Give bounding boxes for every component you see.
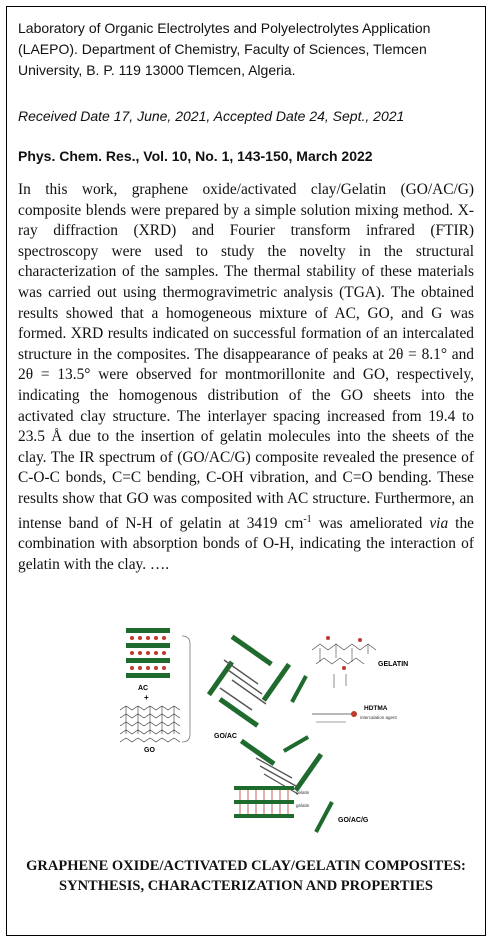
go-ac-structure [207, 635, 291, 728]
label-go: GO [144, 747, 155, 754]
abstract-part-3: the combination with absorption bonds of O-H, indicating the interaction of gelatin with the clay. …. [18, 514, 474, 573]
abstract-via: via [429, 514, 449, 532]
label-gelatin-small-2: gelatin [296, 803, 310, 808]
label-hdtma: HDTMA [364, 705, 388, 712]
label-gelatin-small-1: gelatin [296, 790, 310, 795]
go-ac-g-structure [234, 735, 332, 832]
abstract-superscript: -1 [303, 513, 312, 525]
received-accepted-dates: Received Date 17, June, 2021, Accepted Date 24, Sept., 2021 [18, 108, 405, 124]
gelatin-molecule [312, 636, 376, 688]
label-plus: + [144, 693, 149, 702]
label-go-ac-g: GO/AC/G [338, 817, 369, 824]
label-ac: AC [138, 685, 149, 692]
label-gelatin: GELATIN [378, 661, 409, 668]
affiliation: Laboratory of Organic Electrolytes and Polyelectrolytes Application (LAEPO). Department of Chemistry, Faculty of Sciences, Tlemcen University, B. P. 119 13000 Tlemcen, Algeria. [18, 20, 431, 78]
hdtma-molecule [312, 711, 357, 722]
article-title: GRAPHENE OXIDE/ACTIVATED CLAY/GELATIN COMPOSITES: SYNTHESIS, CHARACTERIZATION AND PROPERTIES [26, 858, 466, 894]
label-intercalation-agent: intercalation agent [360, 715, 397, 720]
abstract-part-1: In this work, graphene oxide/activated clay/Gelatin (GO/AC/G) composite blends were prepared by a simple solution mixing method. X-ray diffraction (XRD) and Fourier transform infrared (FTIR) spectroscopy were used to study the novelty in the structural characterization of the samples. The thermal stability of these materials was carried out using thermogravimetric analysis (TGA). The obtained results showed that a homogeneous mixture of AC, GO, and G was formed. XRD results indicated on successful formation of an intercalated structure in the composites. The disappearance of peaks at 2θ = 8.1° and 2θ = 13.5° were observed for montmorillonite and GO, respectively, indicating the homogenous distribution of the GO sheets into the activated clay structure. The interlayer spacing increased from 19.4 to 23.5 Å due to the insertion of gelatin molecules into the sheets of the clay. The IR spectrum of (GO/AC/G) composite revealed the presence of C-O-C bonds, C=C bending, C-OH vibration, and C=O bending. These results show that GO was composited with AC structure. Furthermore, an intense band of N-H of gelatin at 3419 cm [18, 181, 474, 532]
journal-citation: Phys. Chem. Res., Vol. 10, No. 1, 143-150, March 2022 [18, 148, 373, 164]
bracket-divider [182, 636, 190, 742]
ac-clay-stack [126, 628, 170, 678]
abstract-part-2: was ameliorated [311, 514, 430, 532]
go-sheet [120, 706, 180, 742]
separator-bar [292, 676, 306, 702]
label-go-ac: GO/AC [214, 733, 237, 740]
abstract-text [18, 180, 474, 575]
graphical-abstract-figure [116, 618, 416, 846]
